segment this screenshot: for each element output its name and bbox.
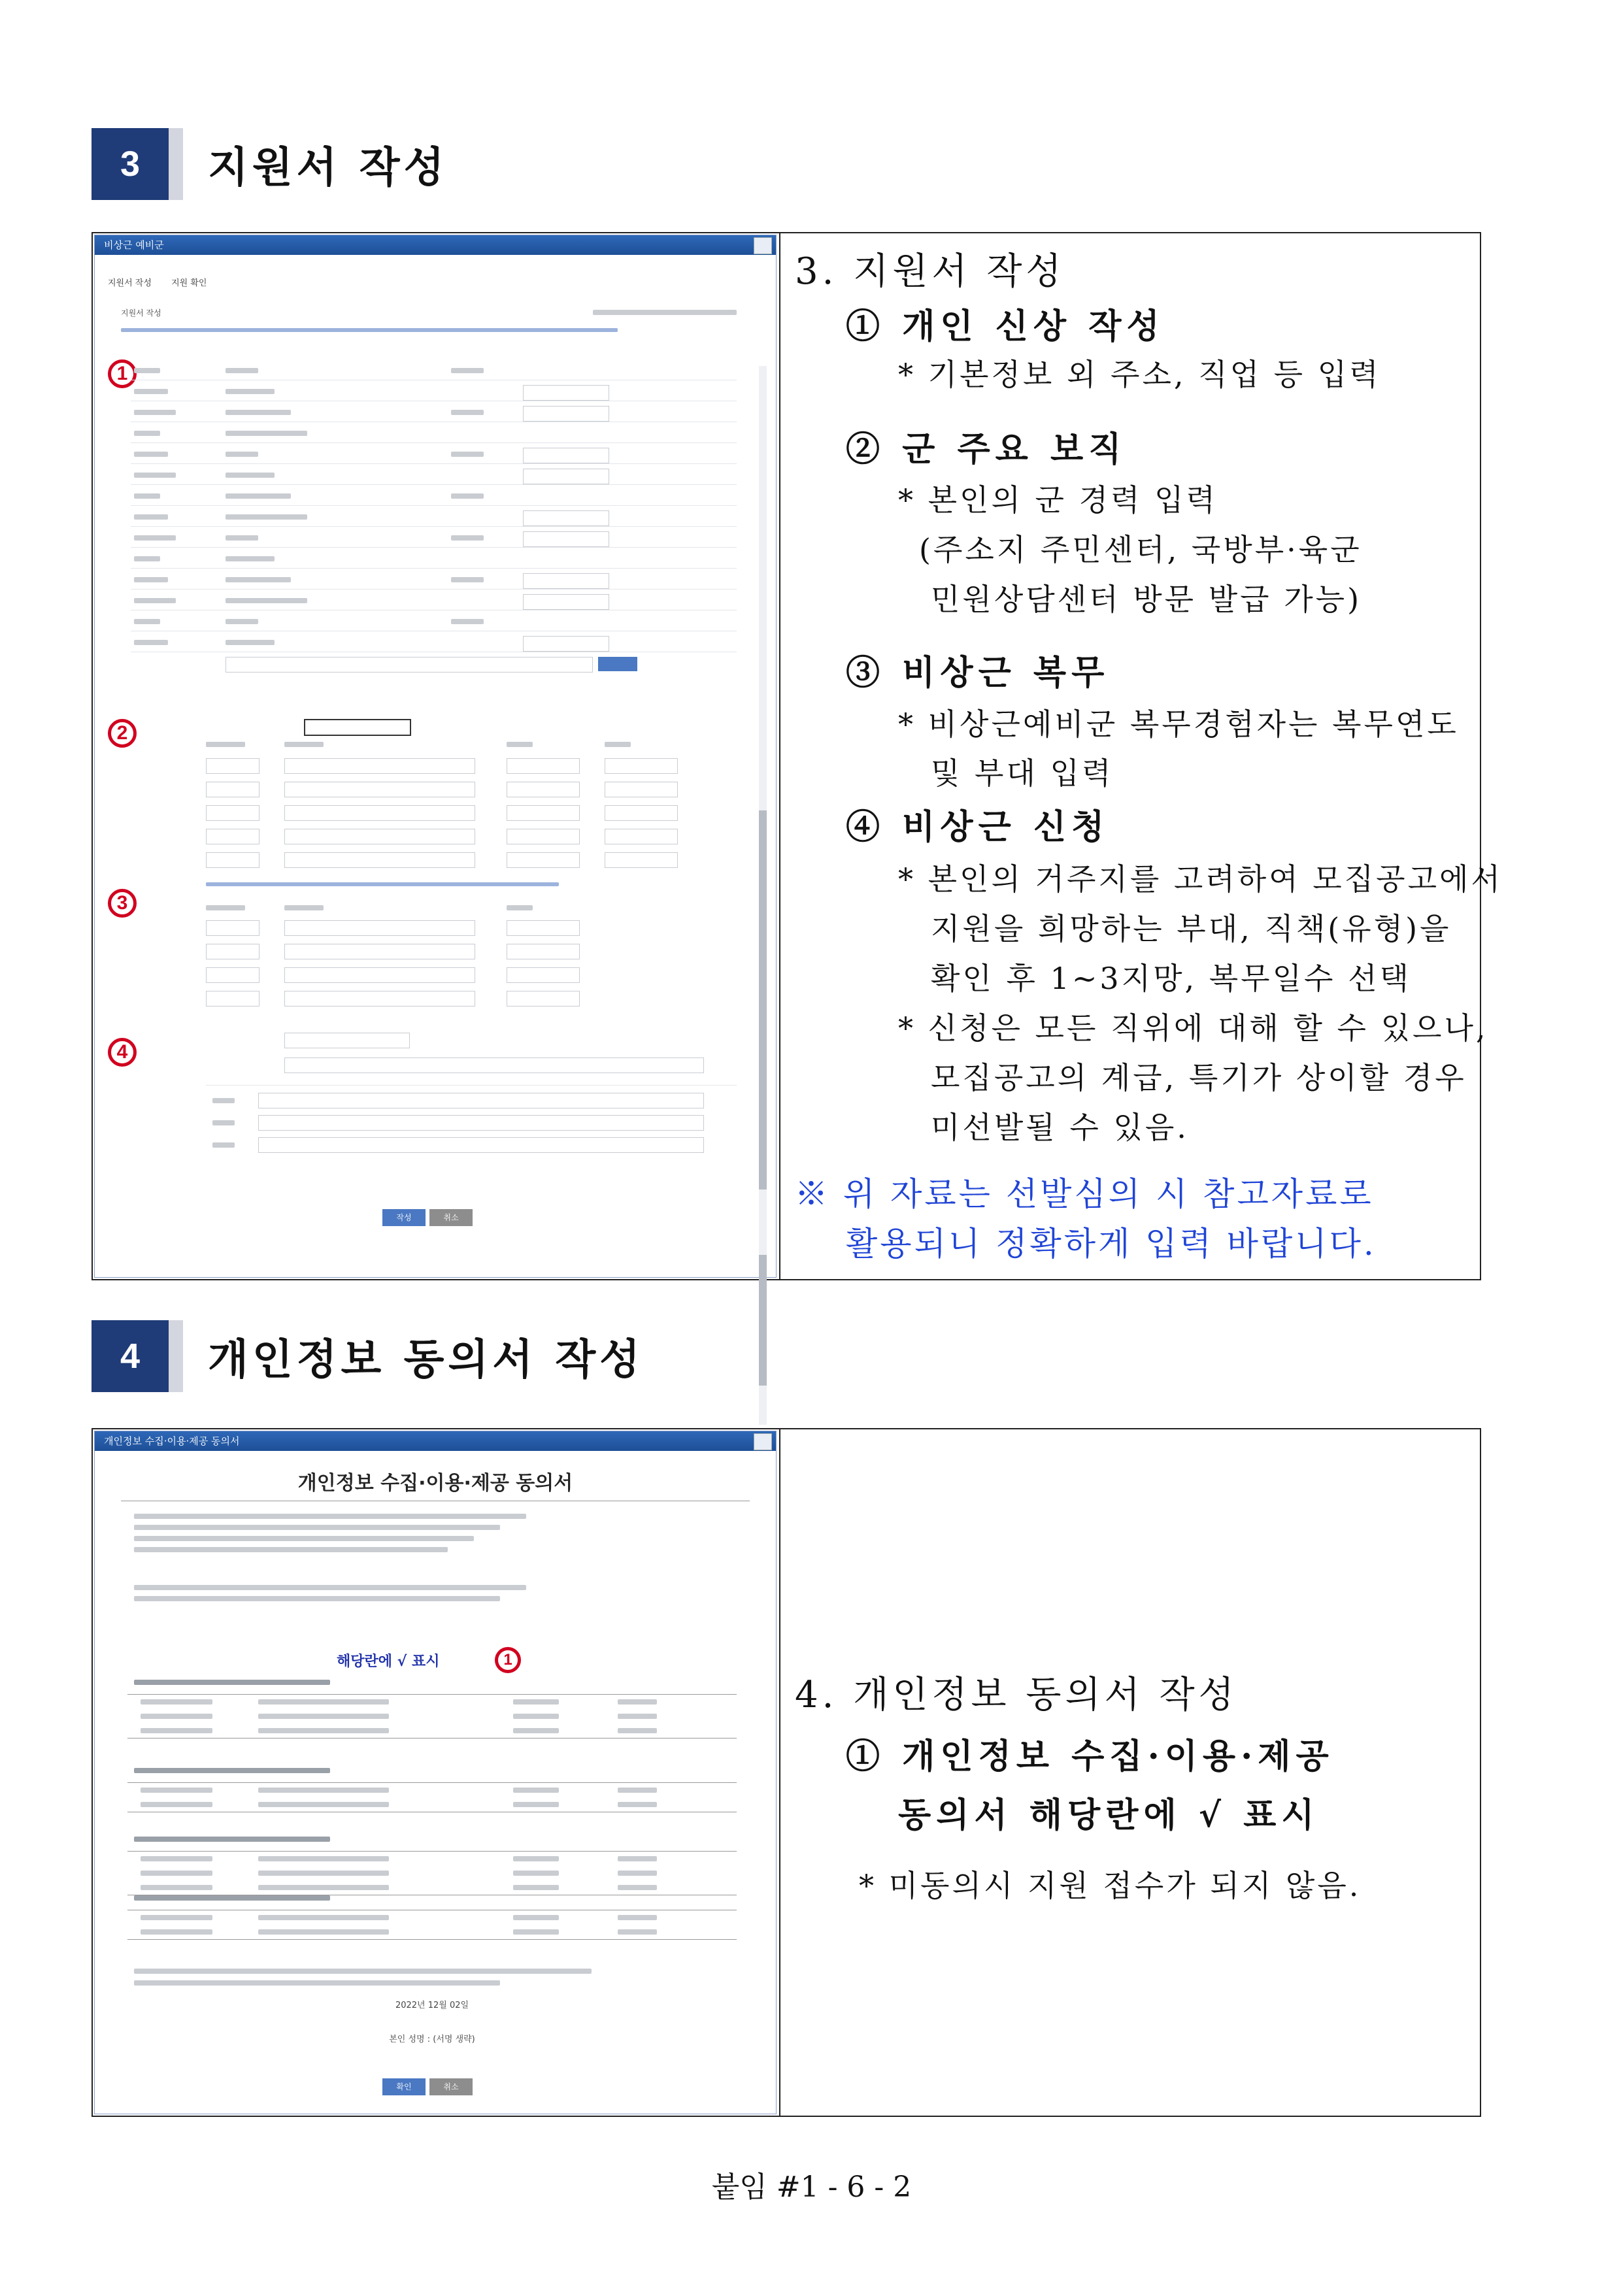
consent-table-cell	[258, 1714, 389, 1719]
consent-table-cell	[618, 1915, 657, 1920]
window-close-icon[interactable]	[754, 237, 772, 254]
career-header	[284, 742, 324, 747]
form-row-value	[226, 368, 258, 373]
form-scrollbar-thumb-lower[interactable]	[759, 1255, 767, 1386]
form-notice-line	[121, 328, 618, 332]
career-year-input[interactable]	[206, 805, 259, 821]
application-type-select[interactable]	[284, 1033, 410, 1048]
form-input[interactable]	[523, 448, 609, 463]
consent-item-1-line-1: ① 개인정보 수집·이용·제공	[846, 1737, 1334, 1776]
form-row-label	[134, 535, 176, 541]
choice-select[interactable]	[258, 1115, 704, 1131]
career-header	[206, 742, 245, 747]
application-window	[94, 235, 777, 1278]
service-header	[206, 905, 245, 910]
form-row-value	[226, 619, 258, 624]
section-3-number: 3	[92, 128, 169, 200]
confirm-button[interactable]: 확인	[382, 2078, 426, 2095]
form-row-label-right	[451, 619, 484, 624]
consent-window-title: 개인정보 수집·이용·제공 동의서	[95, 1431, 776, 1451]
consent-table-cell	[513, 1728, 559, 1733]
form-row-value	[226, 556, 275, 561]
section-3-description	[780, 233, 1503, 1279]
section-4-description	[780, 1429, 1480, 2116]
form-row-divider	[131, 568, 737, 569]
desc-heading: 3. 지원서 작성	[795, 250, 1065, 293]
submit-button[interactable]: 작성	[382, 1209, 426, 1226]
form-row-divider	[131, 547, 737, 548]
consent-table-cell	[513, 1915, 559, 1920]
choice-select[interactable]	[258, 1093, 704, 1108]
choice-label	[212, 1098, 235, 1103]
section-number-shadow	[169, 128, 183, 200]
form-row-value	[226, 389, 275, 394]
service-unit-input[interactable]	[284, 991, 475, 1007]
consent-table-cell	[258, 1788, 389, 1793]
service-year-input[interactable]	[206, 944, 259, 959]
consent-table-cell	[618, 1885, 657, 1890]
career-unit-input[interactable]	[284, 829, 475, 844]
consent-table	[127, 1782, 737, 1812]
item-2-note-3: 민원상담센터 방문 발급 가능)	[931, 582, 1362, 617]
window-close-icon[interactable]	[754, 1433, 772, 1450]
consent-table-cell	[141, 1699, 212, 1705]
consent-paragraph-line	[134, 1536, 474, 1541]
form-scrollbar-thumb[interactable]	[759, 810, 767, 1190]
career-rank-select[interactable]	[605, 805, 678, 821]
consent-section-heading	[134, 1768, 330, 1773]
form-row-label	[134, 410, 176, 415]
consent-table-cell	[513, 1929, 559, 1935]
section-4-header	[92, 1320, 644, 1392]
consent-table-cell	[141, 1788, 212, 1793]
career-position-input[interactable]	[507, 805, 580, 821]
service-position-input[interactable]	[507, 944, 580, 959]
career-position-input[interactable]	[507, 782, 580, 797]
choice-select[interactable]	[258, 1137, 704, 1153]
service-header	[507, 905, 533, 910]
form-row-divider	[131, 589, 737, 590]
consent-table-cell	[258, 1802, 389, 1807]
choice-label	[212, 1120, 235, 1125]
service-year-input[interactable]	[206, 920, 259, 936]
consent-marker-1: 1	[495, 1647, 521, 1673]
section-4-title: 개인정보 동의서 작성	[208, 1336, 644, 1384]
form-row-label-right	[451, 493, 484, 499]
item-4-note-1: * 본인의 거주지를 고려하여 모집공고에서	[898, 861, 1503, 897]
consent-table-cell	[141, 1915, 212, 1920]
consent-table	[127, 1910, 737, 1940]
consent-table-cell	[258, 1885, 389, 1890]
item-4-title: ④ 비상근 신청	[846, 807, 1110, 847]
consent-table-cell	[618, 1699, 657, 1705]
consent-table-cell	[513, 1871, 559, 1876]
consent-table-cell	[258, 1699, 389, 1705]
consent-section-heading	[134, 1837, 330, 1842]
marker-1: 1	[108, 359, 137, 388]
item-2-note-1: * 본인의 군 경력 입력	[898, 482, 1218, 518]
form-input[interactable]	[523, 406, 609, 422]
career-position-input[interactable]	[507, 829, 580, 844]
section-number-shadow	[169, 1320, 183, 1392]
item-2-note-2: (주소지 주민센터, 국방부·육군	[919, 532, 1362, 567]
career-header	[507, 742, 533, 747]
item-3-note-2: 및 부대 입력	[931, 756, 1114, 791]
consent-table-cell	[258, 1728, 389, 1733]
consent-heading: 4. 개인정보 동의서 작성	[795, 1674, 1238, 1716]
form-row-value	[226, 493, 291, 499]
career-unit-input[interactable]	[284, 852, 475, 868]
consent-table-cell	[258, 1929, 389, 1935]
item-1-note-1: * 기본정보 외 주소, 직업 등 입력	[898, 357, 1381, 392]
form-input[interactable]	[523, 594, 609, 610]
career-position-input[interactable]	[507, 852, 580, 868]
tab-confirm[interactable]: 지원 확인	[171, 278, 207, 288]
section-4-number: 4	[92, 1320, 169, 1392]
consent-table-cell	[141, 1802, 212, 1807]
career-year-input[interactable]	[206, 782, 259, 797]
occupation-input[interactable]	[304, 719, 411, 736]
item-3-note-1: * 비상근예비군 복무경험자는 복무연도	[898, 707, 1459, 742]
consent-table-cell	[513, 1856, 559, 1861]
address-input[interactable]	[226, 657, 593, 673]
consent-form-screenshot	[93, 1429, 780, 2116]
form-row-label	[134, 619, 160, 624]
service-year-input[interactable]	[206, 967, 259, 983]
consent-signature: 본인 성명 : (서명 생략)	[389, 2035, 475, 2044]
consent-table-cell	[513, 1802, 559, 1807]
form-meta	[593, 310, 737, 315]
item-4-note-6: 미선발될 수 있음.	[931, 1110, 1189, 1145]
consent-table-cell	[618, 1788, 657, 1793]
consent-table-cell	[513, 1714, 559, 1719]
application-header-line	[206, 1085, 737, 1086]
form-row-value	[226, 577, 291, 582]
form-input[interactable]	[523, 510, 609, 526]
service-unit-input[interactable]	[284, 920, 475, 936]
consent-table-cell	[618, 1856, 657, 1861]
consent-section-heading	[134, 1895, 330, 1901]
consent-table-cell	[618, 1871, 657, 1876]
form-row-label	[134, 452, 168, 457]
section-3-title: 지원서 작성	[208, 144, 448, 192]
form-row-value	[226, 410, 291, 415]
form-input[interactable]	[523, 636, 609, 652]
form-row-label	[134, 389, 168, 394]
form-row-label-right	[451, 410, 484, 415]
consent-table-cell	[618, 1728, 657, 1733]
consent-table-cell	[258, 1915, 389, 1920]
item-4-note-2: 지원을 희망하는 부대, 직책(유형)을	[931, 911, 1452, 946]
form-row-value	[226, 535, 258, 541]
career-unit-input[interactable]	[284, 805, 475, 821]
form-input[interactable]	[523, 573, 609, 589]
form-input[interactable]	[523, 531, 609, 547]
form-row-value	[226, 514, 307, 520]
career-rank-select[interactable]	[605, 782, 678, 797]
form-row-value	[226, 452, 258, 457]
consent-paragraph-line	[134, 1547, 448, 1552]
consent-table-cell	[513, 1699, 559, 1705]
service-position-input[interactable]	[507, 967, 580, 983]
service-unit-input[interactable]	[284, 944, 475, 959]
remark-line-2: 활용되니 정확하게 입력 바랍니다.	[846, 1225, 1377, 1263]
service-position-input[interactable]	[507, 991, 580, 1007]
consent-paragraph-line	[134, 1514, 526, 1519]
consent-table-cell	[513, 1788, 559, 1793]
form-row-label	[134, 556, 160, 561]
consent-window	[94, 1431, 777, 2114]
form-row-divider	[131, 442, 737, 443]
consent-closing-line	[134, 1969, 592, 1974]
cancel-button[interactable]: 취소	[429, 1209, 473, 1226]
form-row-label	[134, 473, 176, 478]
service-header	[284, 905, 324, 910]
form-row-label	[134, 431, 160, 436]
tab-application[interactable]: 지원서 작성	[108, 278, 152, 288]
service-unit-input[interactable]	[284, 967, 475, 983]
consent-table-cell	[618, 1714, 657, 1719]
item-3-title: ③ 비상근 복무	[846, 653, 1110, 693]
item-1-title: ① 개인 신상 작성	[846, 307, 1165, 346]
service-year-input[interactable]	[206, 991, 259, 1007]
consent-section-heading	[134, 1680, 330, 1685]
form-row-divider	[131, 484, 737, 485]
form-row-value	[226, 640, 275, 645]
form-row-label	[134, 598, 176, 603]
item-4-note-4: * 신청은 모든 직위에 대해 할 수 있으나,	[898, 1010, 1488, 1046]
form-row-label-right	[451, 535, 484, 541]
item-4-note-3: 확인 후 1~3지망, 복무일수 선택	[931, 961, 1411, 996]
form-row-label-right	[451, 577, 484, 582]
check-instruction-note: 해당란에 √ 표시	[337, 1654, 440, 1670]
career-unit-input[interactable]	[284, 758, 475, 774]
form-row-label	[134, 368, 160, 373]
marker-2: 2	[108, 719, 137, 748]
career-rank-select[interactable]	[605, 852, 678, 868]
career-rank-select[interactable]	[605, 829, 678, 844]
consent-doc-title: 개인정보 수집·이용·제공 동의서	[297, 1472, 573, 1495]
window-title: 비상근 예비군	[95, 235, 776, 255]
form-row-divider	[131, 505, 737, 506]
service-position-input[interactable]	[507, 920, 580, 936]
consent-table-cell	[618, 1929, 657, 1935]
career-year-input[interactable]	[206, 852, 259, 868]
form-row-divider	[131, 526, 737, 527]
consent-table-cell	[141, 1714, 212, 1719]
form-row-value	[226, 598, 307, 603]
remark-line-1: ※ 위 자료는 선발심의 시 참고자료로	[795, 1175, 1374, 1213]
marker-4: 4	[108, 1038, 137, 1067]
form-row-label-right	[451, 452, 484, 457]
consent-item-1-line-2: 동의서 해당란에 √ 표시	[898, 1795, 1320, 1835]
career-unit-input[interactable]	[284, 782, 475, 797]
form-row-label	[134, 640, 168, 645]
form-row-value	[226, 431, 307, 436]
consent-table-cell	[141, 1856, 212, 1861]
career-notice	[206, 882, 559, 886]
career-year-input[interactable]	[206, 758, 259, 774]
form-row-label	[134, 493, 160, 499]
form-input[interactable]	[523, 469, 609, 484]
consent-closing-line	[134, 1980, 500, 1986]
consent-table-cell	[141, 1728, 212, 1733]
address-search-button	[598, 657, 637, 671]
recruitment-notice-select[interactable]	[284, 1057, 704, 1073]
item-4-note-5: 모집공고의 계급, 특기가 상이할 경우	[931, 1060, 1467, 1095]
section-4-table	[92, 1428, 1481, 2117]
consent-table-cell	[141, 1885, 212, 1890]
career-year-input[interactable]	[206, 829, 259, 844]
consent-table-cell	[513, 1885, 559, 1890]
page-footer: 붙임 #1 - 6 - 2	[711, 2171, 912, 2204]
consent-table-cell	[618, 1802, 657, 1807]
item-2-title: ② 군 주요 보직	[846, 429, 1127, 469]
consent-paragraph-line	[134, 1596, 500, 1601]
consent-paragraph-line	[134, 1585, 526, 1590]
consent-date: 2022년 12월 02일	[395, 2001, 469, 2010]
form-row-label-right	[451, 368, 484, 373]
cancel-button[interactable]: 취소	[429, 2078, 473, 2095]
consent-table-cell	[141, 1871, 212, 1876]
form-row-label	[134, 577, 168, 582]
application-form-screenshot	[93, 233, 780, 1279]
section-3-header	[92, 128, 448, 200]
career-header	[605, 742, 631, 747]
form-row-divider	[131, 463, 737, 464]
consent-paragraph-line	[134, 1525, 500, 1530]
career-rank-select[interactable]	[605, 758, 678, 774]
window-tabs	[108, 276, 224, 288]
consent-table-cell	[258, 1856, 389, 1861]
marker-3: 3	[108, 889, 137, 918]
form-row-label	[134, 514, 168, 520]
form-input[interactable]	[523, 385, 609, 401]
choice-label	[212, 1142, 235, 1148]
consent-note: * 미동의시 지원 접수가 되지 않음.	[859, 1868, 1362, 1903]
form-row-value	[226, 473, 275, 478]
consent-table-cell	[141, 1929, 212, 1935]
section-3-table	[92, 232, 1503, 1280]
form-subtitle: 지원서 작성	[121, 308, 161, 318]
career-position-input[interactable]	[507, 758, 580, 774]
consent-table-cell	[258, 1871, 389, 1876]
